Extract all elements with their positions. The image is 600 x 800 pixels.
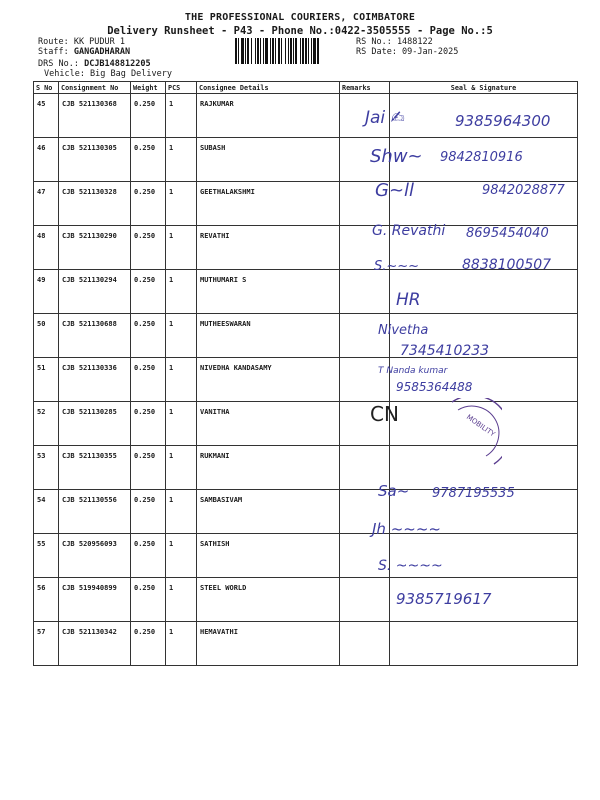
barcode-bar <box>272 38 274 64</box>
phone-49: 8838100507 <box>462 257 552 273</box>
barcode-bar <box>308 38 309 64</box>
cell-consignee: GEETHALAKSHMI <box>197 182 340 226</box>
staff-value: GANGADHARAN <box>73 47 131 57</box>
cell-weight: 0.250 <box>131 182 166 226</box>
barcode-bar <box>300 38 301 64</box>
route-label: Route: KK PUDUR 1 <box>38 37 125 47</box>
cell-consignment-no: CJB 519940899 <box>59 578 131 622</box>
cell-pcs: 1 <box>166 534 197 578</box>
table-header-row <box>34 82 578 94</box>
barcode-bar <box>247 38 249 64</box>
cell-pcs: 1 <box>166 182 197 226</box>
phone-45: 9385964300 <box>455 112 551 130</box>
phone-48: 8695454040 <box>466 226 549 241</box>
phone-51: 7345410233 <box>400 343 490 359</box>
cell-consignment-no: CJB 521130294 <box>59 270 131 314</box>
drs-value: DCJB148812205 <box>84 59 151 69</box>
cell-sno: 55 <box>34 534 59 578</box>
cell-consignee: SUBASH <box>197 138 340 182</box>
signature-53: CN <box>370 402 399 426</box>
barcode-bar <box>235 38 237 64</box>
cell-consignee: NIVEDHA KANDASAMY <box>197 358 340 402</box>
table-row <box>34 622 578 666</box>
cell-sno: 49 <box>34 270 59 314</box>
table-row <box>34 314 578 358</box>
cell-sno: 50 <box>34 314 59 358</box>
barcode-bar <box>295 38 297 64</box>
cell-weight: 0.250 <box>131 226 166 270</box>
cell-pcs: 1 <box>166 578 197 622</box>
col-consignee: Consignee Details <box>197 82 340 94</box>
cell-weight: 0.250 <box>131 270 166 314</box>
table-row <box>34 358 578 402</box>
cell-consignment-no: CJB 521130290 <box>59 226 131 270</box>
cell-consignment-no: CJB 521130688 <box>59 314 131 358</box>
cell-consignment-no: CJB 521130368 <box>59 94 131 138</box>
cell-sno: 54 <box>34 490 59 534</box>
cell-pcs: 1 <box>166 270 197 314</box>
cell-weight: 0.250 <box>131 622 166 666</box>
cell-consignee: MUTHEESWARAN <box>197 314 340 358</box>
barcode-bar <box>265 38 268 64</box>
barcode-bar <box>293 38 294 64</box>
barcode <box>235 38 347 64</box>
signature-56: Jh ~~~~ <box>372 520 441 538</box>
cell-consignment-no: CJB 521130355 <box>59 446 131 490</box>
cell-consignment-no: CJB 521130285 <box>59 402 131 446</box>
stamp-text: MOBILITY <box>464 413 497 439</box>
cell-remarks <box>340 578 390 622</box>
barcode-bar <box>270 38 271 64</box>
signature-45: Jai ✍ <box>365 108 405 128</box>
cell-consignee: VANITHA <box>197 402 340 446</box>
cell-pcs: 1 <box>166 94 197 138</box>
cell-consignment-no: CJB 521130556 <box>59 490 131 534</box>
cell-consignment-no: CJB 521130342 <box>59 622 131 666</box>
cell-consignee: SATHISH <box>197 534 340 578</box>
barcode-bar <box>281 38 282 64</box>
col-consignment: Consignment No <box>59 82 131 94</box>
cell-weight: 0.250 <box>131 358 166 402</box>
staff-field <box>38 47 130 57</box>
cell-sno: 47 <box>34 182 59 226</box>
barcode-bar <box>263 38 264 64</box>
barcode-bar <box>275 38 276 64</box>
cell-sno: 56 <box>34 578 59 622</box>
cell-sno: 53 <box>34 446 59 490</box>
signature-46: Shw~ <box>370 146 423 167</box>
barcode-bar <box>302 38 304 64</box>
table-row <box>34 534 578 578</box>
cell-consignee: HEMAVATHI <box>197 622 340 666</box>
runsheet-table <box>33 81 578 666</box>
cell-consignee: STEEL WORLD <box>197 578 340 622</box>
cell-consignee: RUKMANI <box>197 446 340 490</box>
cell-weight: 0.250 <box>131 138 166 182</box>
vehicle-label: Vehicle: Big Bag Delivery <box>44 69 172 79</box>
company-stamp <box>444 398 502 470</box>
staff-label: Staff: <box>38 47 69 57</box>
cell-weight: 0.250 <box>131 446 166 490</box>
cell-sno: 51 <box>34 358 59 402</box>
company-name: THE PROFESSIONAL COURIERS, COIMBATORE <box>184 12 416 23</box>
cell-weight: 0.250 <box>131 534 166 578</box>
drs-label: DRS No.: <box>38 59 79 69</box>
cell-sno: 48 <box>34 226 59 270</box>
barcode-bar <box>257 38 259 64</box>
cell-pcs: 1 <box>166 402 197 446</box>
cell-remarks <box>340 622 390 666</box>
signature-49: S.~~~ <box>374 259 420 274</box>
barcode-bar <box>278 38 280 64</box>
phone-52: 9585364488 <box>396 380 473 394</box>
barcode-bar <box>255 38 256 64</box>
signature-55: Sa~ <box>378 482 410 500</box>
signature-57: S. ~~~~ <box>378 558 443 574</box>
cell-pcs: 1 <box>166 358 197 402</box>
phone-46: 9842810916 <box>440 150 523 165</box>
rs-number: RS No.: 1488122 <box>356 37 433 47</box>
barcode-bar <box>313 38 316 64</box>
barcode-bar <box>311 38 312 64</box>
runsheet-title: Delivery Runsheet - P43 - Phone No.:0422-3505555 - Page No.:5 <box>107 25 493 37</box>
cell-consignment-no: CJB 521130336 <box>59 358 131 402</box>
cell-pcs: 1 <box>166 138 197 182</box>
cell-sno: 46 <box>34 138 59 182</box>
cell-pcs: 1 <box>166 314 197 358</box>
barcode-bar <box>288 38 289 64</box>
barcode-bar <box>245 38 246 64</box>
barcode-bar <box>241 38 244 64</box>
col-weight: Weight <box>131 82 166 94</box>
cell-remarks <box>340 270 390 314</box>
cell-sno: 45 <box>34 94 59 138</box>
signature-47: G~ll <box>375 180 415 201</box>
cell-seal-signature <box>390 622 578 666</box>
cell-pcs: 1 <box>166 226 197 270</box>
col-seal: Seal & Signature <box>390 82 578 94</box>
cell-consignment-no: CJB 521130328 <box>59 182 131 226</box>
barcode-bar <box>260 38 261 64</box>
barcode-bar <box>251 38 252 64</box>
cell-consignee: MUTHUMARI S <box>197 270 340 314</box>
cell-weight: 0.250 <box>131 314 166 358</box>
cell-sno: 52 <box>34 402 59 446</box>
col-pcs: PCS <box>166 82 197 94</box>
cell-consignment-no: CJB 521130305 <box>59 138 131 182</box>
table-row <box>34 578 578 622</box>
drs-field <box>38 59 151 69</box>
signature-50: HR <box>396 290 421 310</box>
col-remarks: Remarks <box>340 82 390 94</box>
barcode-bar <box>290 38 292 64</box>
phone-55: 9787195535 <box>432 486 515 501</box>
table-row <box>34 270 578 314</box>
cell-pcs: 1 <box>166 446 197 490</box>
barcode-bar <box>317 38 319 64</box>
cell-weight: 0.250 <box>131 490 166 534</box>
barcode-bar <box>238 38 239 64</box>
cell-consignee: SAMBASIVAM <box>197 490 340 534</box>
cell-pcs: 1 <box>166 622 197 666</box>
barcode-bar <box>305 38 307 64</box>
cell-consignee: RAJKUMAR <box>197 94 340 138</box>
cell-remarks <box>340 358 390 402</box>
signature-48: G. Revathi <box>372 223 446 239</box>
cell-consignee: REVATHI <box>197 226 340 270</box>
cell-sno: 57 <box>34 622 59 666</box>
signature-51: Nivetha <box>378 323 429 338</box>
cell-pcs: 1 <box>166 490 197 534</box>
phone-57: 9385719617 <box>396 590 492 608</box>
cell-consignment-no: CJB 520956093 <box>59 534 131 578</box>
cell-weight: 0.250 <box>131 402 166 446</box>
barcode-bar <box>285 38 286 64</box>
rs-date: RS Date: 09-Jan-2025 <box>356 47 459 57</box>
col-sno: S No <box>34 82 59 94</box>
phone-47: 9842028877 <box>482 183 565 198</box>
signature-52: T Nanda kumar <box>378 366 448 376</box>
cell-weight: 0.250 <box>131 94 166 138</box>
cell-weight: 0.250 <box>131 578 166 622</box>
